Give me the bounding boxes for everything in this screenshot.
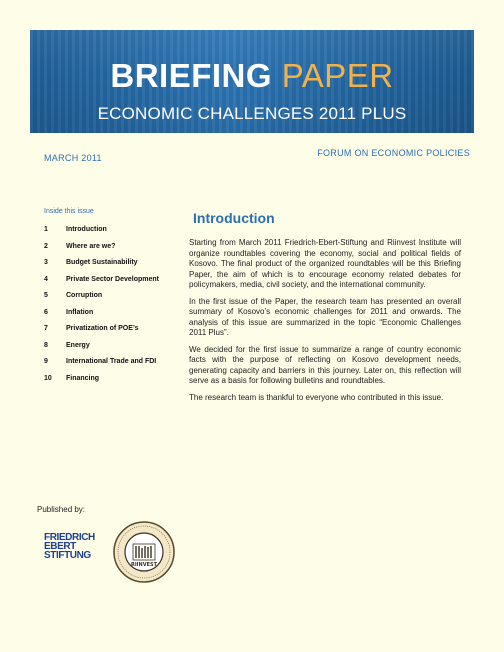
- toc-item-label: Corruption: [66, 292, 103, 299]
- toc-item-label: Budget Sustainability: [66, 259, 138, 266]
- toc-item-number: 3: [44, 259, 48, 266]
- toc-item: [44, 340, 189, 357]
- toc-item-label: International Trade and FDI: [66, 358, 157, 365]
- fes-logo-line: STIFTUNG: [44, 550, 91, 561]
- fes-logo-line: EBERT: [44, 541, 76, 552]
- introduction-body: [189, 238, 461, 409]
- toc-item: [44, 373, 189, 390]
- fes-logo: [44, 533, 106, 560]
- intro-paragraph: Starting from March 2011 Friedrich-Ebert-Stiftung and Riinvest Institute will organize roundtables covering the economy, social and political fields of Kosovo. The final product of the organized roundtables will be this Briefing Paper, the aim of which is to encourage economy related debates for policymakers, media, civil society, and the international community.: [189, 238, 461, 289]
- toc-item: [44, 241, 189, 258]
- toc-item: [44, 323, 189, 340]
- toc-item-number: 10: [44, 374, 52, 382]
- issue-date: MARCH 2011: [44, 153, 102, 163]
- toc-item: [44, 257, 189, 274]
- toc-item-label: Introduction: [66, 226, 107, 233]
- toc-item-number: 7: [44, 325, 48, 332]
- fes-logo-line: FRIEDRICH: [44, 532, 95, 543]
- banner-subtitle: ECONOMIC CHALLENGES 2011 PLUS: [97, 104, 407, 123]
- toc-item-label: Privatization of POE’s: [66, 325, 139, 332]
- banner-title-word-1: BRIEFING: [110, 57, 273, 94]
- toc-item-number: 2: [44, 242, 48, 250]
- toc-item-number: 5: [44, 292, 48, 299]
- forum-name: FORUM ON ECONOMIC POLICIES: [317, 148, 470, 158]
- toc-item-label: Energy: [66, 341, 90, 349]
- riinvest-logo: [112, 520, 176, 584]
- toc-item: [44, 274, 189, 291]
- toc-item-label: Financing: [66, 374, 100, 382]
- toc-item-number: 4: [44, 275, 48, 283]
- toc-item: [44, 307, 189, 324]
- published-by-label: Published by:: [37, 505, 86, 514]
- toc-item-label: Where are we?: [66, 242, 116, 250]
- toc-item-number: 8: [44, 341, 48, 349]
- banner-title-word-2: PAPER: [281, 57, 394, 94]
- riinvest-logo-text: RIINVEST: [130, 562, 158, 568]
- toc-item-label: Private Sector Development: [66, 275, 159, 283]
- toc-item-number: 9: [44, 358, 48, 365]
- toc-item-label: Inflation: [66, 308, 94, 316]
- toc-item-number: 1: [44, 226, 48, 233]
- toc-item-number: 6: [44, 308, 48, 316]
- banner-title: [30, 58, 474, 94]
- intro-paragraph: The research team is thankful to everyone who contributed in this issue.: [189, 392, 444, 402]
- toc-item: [44, 356, 189, 373]
- header-banner: [30, 30, 474, 133]
- intro-paragraph: We decided for the first issue to summarize a range of country economic facts with the purpose of reflecting on Kosovo development needs, generating capacity and barriers in this journey. Later on, this reflection will serve as a basis for following bulletins and roundtables.: [189, 344, 461, 385]
- toc-item: [44, 224, 189, 241]
- section-title-introduction: Introduction: [193, 210, 275, 226]
- toc-item: [44, 290, 189, 307]
- toc-heading: Inside this issue: [44, 208, 94, 215]
- intro-paragraph: In the first issue of the Paper, the research team has presented an overall summary of Kosovo’s economic challenges for 2011 and onwards. The analysis of this issue are summarized in the topic “Economic Challenges 2011 Plus”.: [189, 296, 461, 337]
- toc-list: [44, 224, 189, 389]
